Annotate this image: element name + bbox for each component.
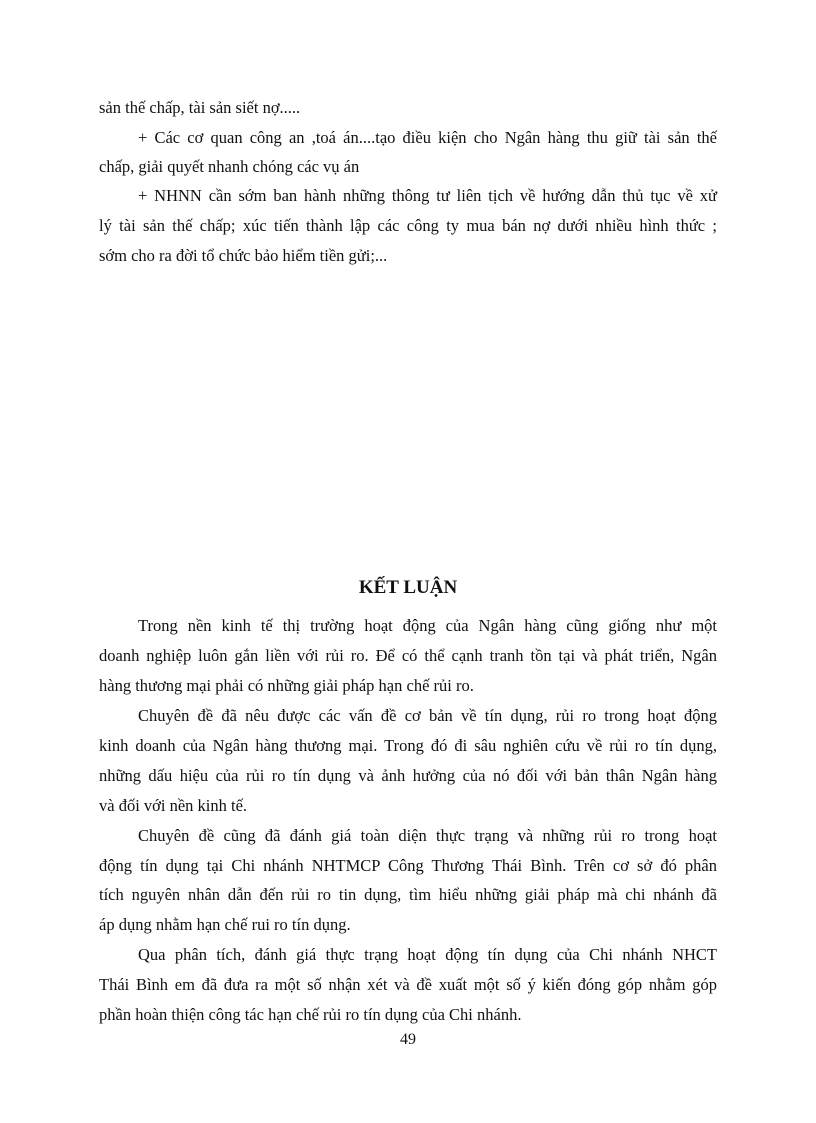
- paragraph-line: kinh doanh của Ngân hàng thương mại. Trong đó đi sâu nghiên cứu về rủi ro tín dụng,: [99, 736, 717, 755]
- page-number: 49: [400, 1031, 416, 1048]
- paragraph-line: hàng thương mại phải có những giải pháp hạn chế rủi ro.: [99, 676, 474, 695]
- paragraph-line: doanh nghiệp luôn gắn liền với rủi ro. Để có thể cạnh tranh tồn tại và phát triển, Ngân: [99, 646, 717, 665]
- text-line: + Các cơ quan công an ,toá án....tạo điều kiện cho Ngân hàng thu giữ tài sản thế: [138, 128, 717, 147]
- paragraph-line: phần hoàn thiện công tác hạn chế rủi ro tín dụng của Chi nhánh.: [99, 1005, 522, 1024]
- paragraph-line: Qua phân tích, đánh giá thực trạng hoạt động tín dụng của Chi nhánh NHCT: [138, 945, 717, 964]
- paragraph-line: Chuyên đề cũng đã đánh giá toàn diện thực trạng và những rủi ro trong hoạt: [138, 826, 717, 845]
- paragraph-line: và đối với nền kinh tế.: [99, 796, 248, 815]
- paragraph-line: tích nguyên nhân dẫn đến rủi ro tin dụng, tìm hiểu những giải pháp mà chi nhánh đã: [99, 885, 717, 904]
- text-line: + NHNN cần sớm ban hành những thông tư liên tịch về hướng dẫn thủ tục về xử: [138, 186, 717, 205]
- text-line: lý tài sản thế chấp; xúc tiến thành lập các công ty mua bán nợ dưới nhiều hình thức ;: [99, 216, 717, 235]
- paragraph-line: áp dụng nhằm hạn chế rui ro tín dụng.: [99, 915, 351, 934]
- text-line: sản thế chấp, tài sản siết nợ.....: [99, 98, 301, 117]
- text-line: sớm cho ra đời tổ chức bảo hiểm tiền gửi;...: [99, 246, 388, 265]
- paragraph-line: Chuyên đề đã nêu được các vấn đề cơ bản về tín dụng, rủi ro trong hoạt động: [138, 706, 717, 725]
- section-title: KẾT LUẬN: [358, 577, 458, 598]
- paragraph-line: Trong nền kinh tế thị trường hoạt động của Ngân hàng cũng giống như một: [138, 616, 717, 635]
- paragraph-line: những dấu hiệu của rủi ro tín dụng và ảnh hưởng của nó đối với bản thân Ngân hàng: [99, 766, 717, 785]
- text-line: chấp, giải quyết nhanh chóng các vụ án: [99, 157, 360, 176]
- paragraph-line: động tín dụng tại Chi nhánh NHTMCP Công Thương Thái Bình. Trên cơ sở đó phân: [99, 856, 717, 875]
- paragraph-line: Thái Bình em đã đưa ra một số nhận xét và đề xuất một số ý kiến đóng góp nhằm góp: [99, 975, 717, 994]
